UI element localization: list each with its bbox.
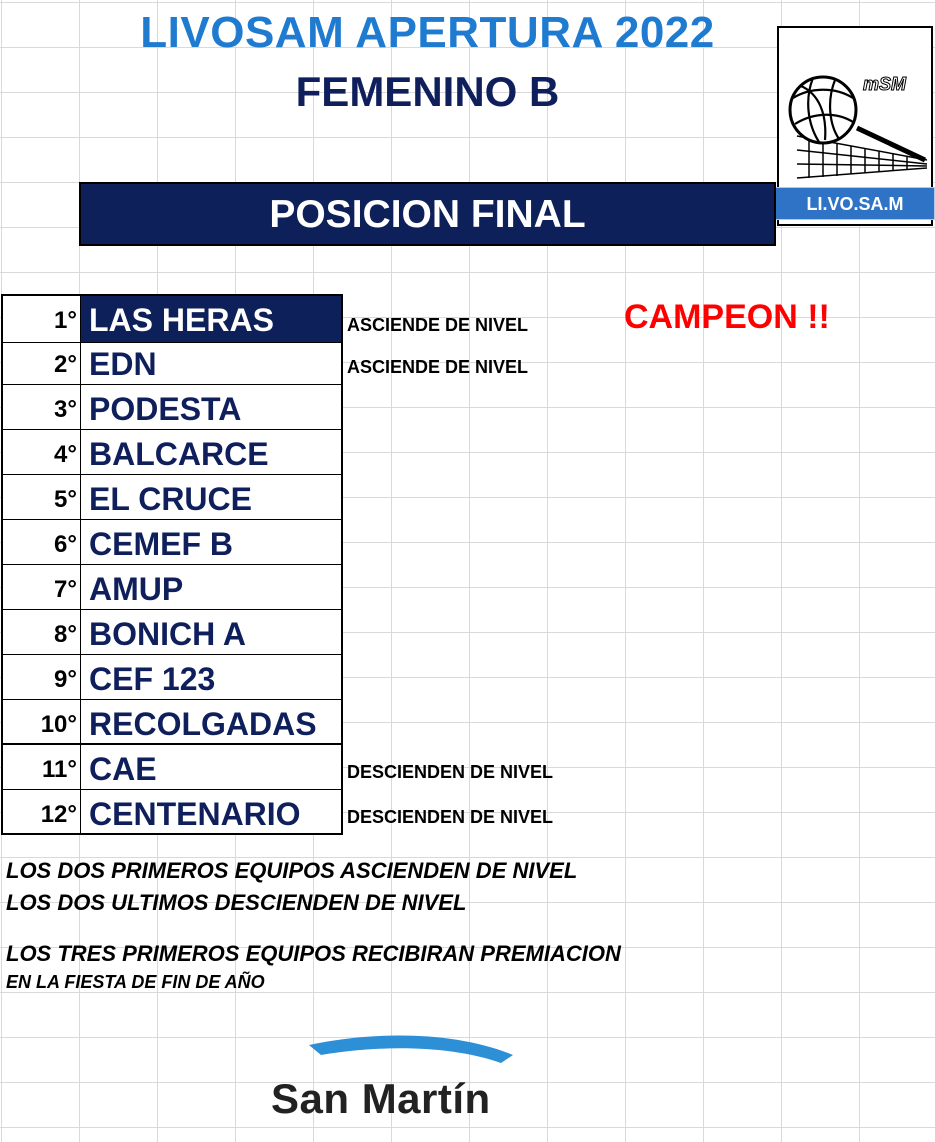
relegation-note: DESCIENDEN DE NIVEL bbox=[347, 807, 554, 827]
position-cell: 1° bbox=[3, 296, 81, 342]
position-cell: 8° bbox=[3, 610, 81, 654]
rule-promotion: LOS DOS PRIMEROS EQUIPOS ASCIENDEN DE NIVEL bbox=[6, 858, 578, 883]
table-row bbox=[3, 343, 341, 385]
team-cell: EDN bbox=[89, 346, 157, 382]
team-cell: AMUP bbox=[89, 571, 184, 607]
logo-msm-text: mSM bbox=[863, 74, 907, 94]
relegation-note: DESCIENDEN DE NIVEL bbox=[347, 762, 554, 782]
table-row bbox=[3, 520, 341, 565]
team-cell: EL CRUCE bbox=[89, 481, 252, 517]
logo-label: LI.VO.SA.M bbox=[775, 187, 935, 220]
rule-prizes: LOS TRES PRIMEROS EQUIPOS RECIBIRAN PREMIACION bbox=[6, 941, 621, 966]
page-title: LIVOSAM APERTURA 2022 bbox=[140, 8, 715, 57]
table-row bbox=[3, 430, 341, 475]
team-cell: CEF 123 bbox=[89, 661, 216, 697]
table-row bbox=[3, 610, 341, 655]
team-cell: CEMEF B bbox=[89, 526, 233, 562]
position-cell: 11° bbox=[3, 745, 81, 789]
page-subtitle: FEMENINO B bbox=[295, 68, 560, 115]
position-cell: 12° bbox=[3, 790, 81, 835]
table-row bbox=[3, 475, 341, 520]
table-row bbox=[3, 296, 341, 343]
promotion-note: ASCIENDE DE NIVEL bbox=[347, 357, 529, 377]
position-cell: 2° bbox=[3, 343, 81, 384]
position-cell: 6° bbox=[3, 520, 81, 564]
position-cell: 9° bbox=[3, 655, 81, 699]
team-cell: LAS HERAS bbox=[81, 296, 341, 342]
table-row bbox=[3, 745, 341, 790]
team-cell: CENTENARIO bbox=[89, 796, 301, 832]
rule-relegation: LOS DOS ULTIMOS DESCIENDEN DE NIVEL bbox=[6, 890, 467, 915]
table-row bbox=[3, 790, 341, 835]
rule-prizes-event: EN LA FIESTA DE FIN DE AÑO bbox=[6, 972, 265, 992]
position-cell: 4° bbox=[3, 430, 81, 474]
standings-table bbox=[1, 294, 343, 835]
team-cell: CAE bbox=[89, 751, 157, 787]
position-cell: 7° bbox=[3, 565, 81, 609]
champion-label: CAMPEON !! bbox=[624, 298, 830, 336]
promotion-note: ASCIENDE DE NIVEL bbox=[347, 315, 529, 335]
team-cell: RECOLGADAS bbox=[89, 706, 317, 742]
table-row bbox=[3, 565, 341, 610]
team-cell: PODESTA bbox=[89, 391, 242, 427]
table-row bbox=[3, 385, 341, 430]
team-cell: BONICH A bbox=[89, 616, 247, 652]
position-cell: 10° bbox=[3, 700, 81, 743]
position-cell: 3° bbox=[3, 385, 81, 429]
sponsor-name: San Martín bbox=[271, 1075, 491, 1122]
team-cell: BALCARCE bbox=[89, 436, 269, 472]
final-position-banner: POSICION FINAL bbox=[79, 182, 776, 246]
table-row bbox=[3, 655, 341, 700]
table-row bbox=[3, 700, 341, 745]
position-cell: 5° bbox=[3, 475, 81, 519]
